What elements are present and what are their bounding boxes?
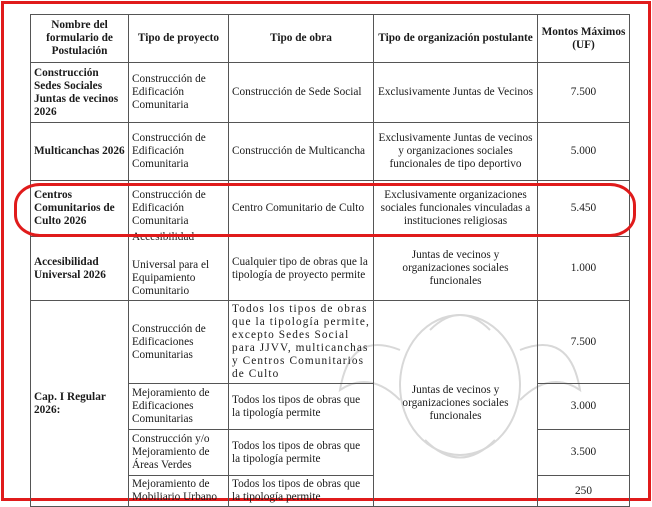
work-type-cell: Todos los tipos de obras que la tipología permite: [229, 476, 374, 507]
org-type-cell: Exclusivamente organizaciones sociales funcionales vinculadas a instituciones religiosas: [374, 181, 538, 237]
header-max-amount: Montos Máximos (UF): [538, 15, 630, 63]
table-row: [31, 63, 630, 123]
form-name-cell: Accesibilidad Universal 2026: [31, 237, 129, 301]
project-type-cell: Construcción de Edificación Comunitaria: [129, 123, 229, 181]
work-type-cell: Todos los tipos de obras que la tipología permite, excepto Sedes Social para JJVV, multicanchas y Centros Comunitarios de Culto: [229, 301, 374, 384]
header-form-name: Nombre del formulario de Postulación: [31, 15, 129, 63]
group-name-cell: Cap. I Regular 2026:: [31, 301, 129, 507]
header-work-type: Tipo de obra: [229, 15, 374, 63]
funding-table: [30, 14, 630, 507]
work-type-cell: Centro Comunitario de Culto: [229, 181, 374, 237]
project-type-cell: Construcción de Edificación Comunitaria: [129, 181, 229, 237]
work-type-cell: Construcción de Sede Social: [229, 63, 374, 123]
project-type-cell: Construcción de Edificación Comunitaria: [129, 63, 229, 123]
project-type-cell: Mejoramiento de Edificaciones Comunitarias: [129, 384, 229, 430]
project-type-cell: [129, 231, 229, 301]
work-type-cell: Construcción de Multicancha: [229, 123, 374, 181]
project-type-text: Universal para el Equipamiento Comunitario: [132, 259, 210, 297]
project-type-cell: Construcción de Edificaciones Comunitarias: [129, 301, 229, 384]
project-type-cell: Mejoramiento de Mobiliario Urbano: [129, 476, 229, 507]
work-type-cell: Cualquier tipo de obras que la tipología de proyecto permite: [229, 237, 374, 301]
amount-cell: 5.000: [538, 123, 630, 181]
form-name-cell: Centros Comunitarios de Culto 2026: [31, 181, 129, 237]
table-row: [31, 237, 630, 301]
org-type-cell: Juntas de vecinos y organizaciones sociales funcionales: [374, 237, 538, 301]
header-org-type: Tipo de organización postulante: [374, 15, 538, 63]
work-type-cell: Todos los tipos de obras que la tipología permite: [229, 430, 374, 476]
amount-cell: 1.000: [538, 237, 630, 301]
amount-cell: 5.450: [538, 181, 630, 237]
table-row: [31, 123, 630, 181]
header-row: [31, 15, 630, 63]
table-row-highlighted: [31, 181, 630, 237]
form-name-cell: Construcción Sedes Sociales Juntas de vecinos 2026: [31, 63, 129, 123]
project-type-cell: Construcción y/o Mejoramiento de Áreas Verdes: [129, 430, 229, 476]
amount-cell: 250: [538, 476, 630, 507]
amount-cell: 7.500: [538, 301, 630, 384]
amount-cell: 7.500: [538, 63, 630, 123]
amount-cell: 3.000: [538, 384, 630, 430]
amount-cell: 3.500: [538, 430, 630, 476]
group-org-cell: Juntas de vecinos y organizaciones sociales funcionales: [374, 301, 538, 507]
org-type-cell: Exclusivamente Juntas de vecinos y organizaciones sociales funcionales de tipo deportivo: [374, 123, 538, 181]
table-row: [31, 301, 630, 384]
clipped-project-line: Accesibilidad: [132, 231, 195, 243]
org-type-cell: Exclusivamente Juntas de Vecinos: [374, 63, 538, 123]
work-type-cell: Todos los tipos de obras que la tipología permite: [229, 384, 374, 430]
form-name-cell: Multicanchas 2026: [31, 123, 129, 181]
header-project-type: Tipo de proyecto: [129, 15, 229, 63]
